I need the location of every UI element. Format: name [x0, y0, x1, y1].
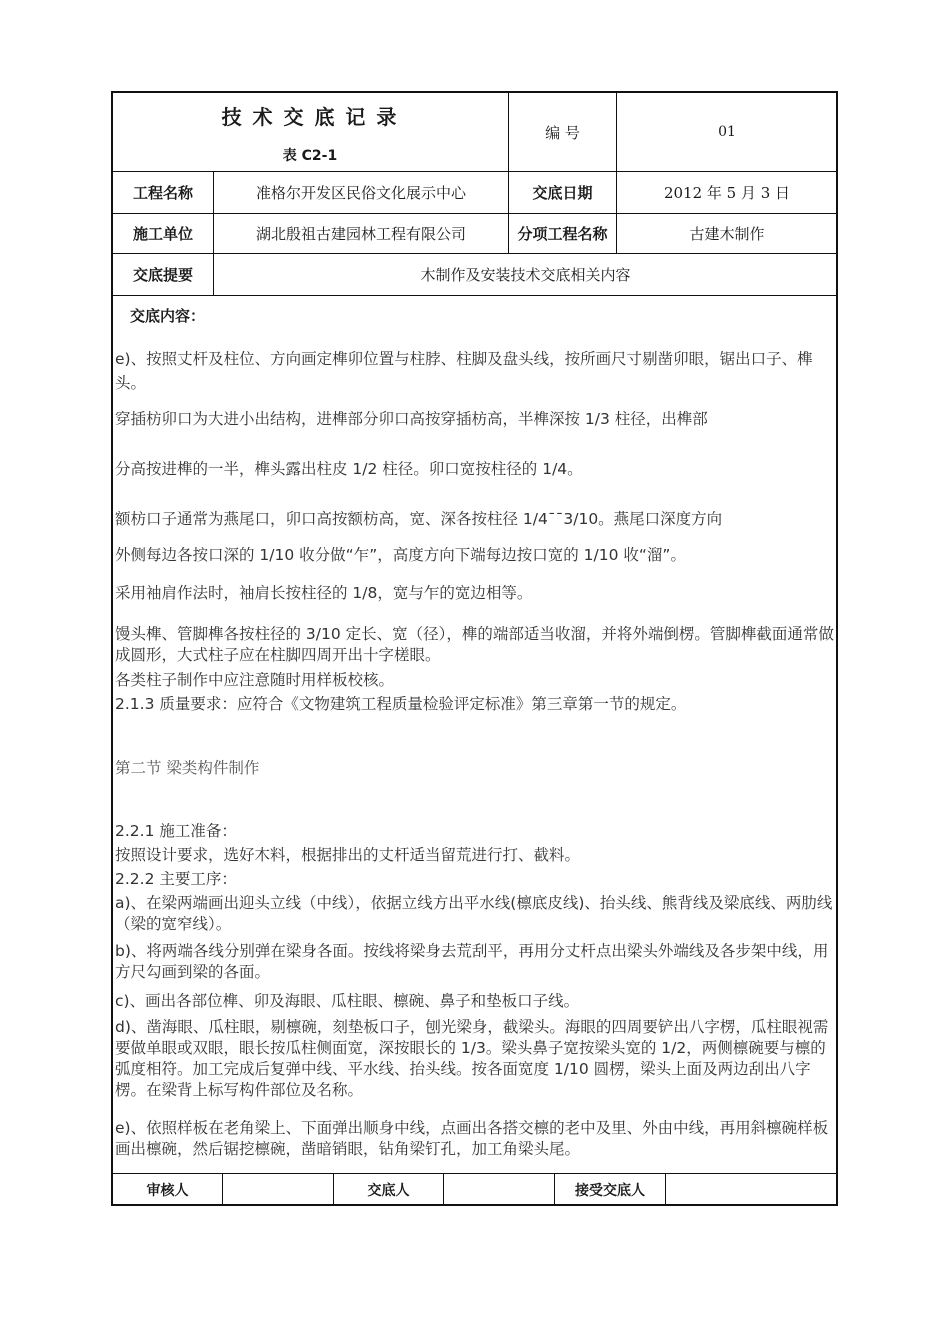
reviewer-label: 审核人 — [146, 1182, 189, 1199]
number-label: 编 号 — [545, 123, 580, 142]
project-name-value: 准格尔开发区民俗文化展示中心 — [255, 184, 466, 202]
paragraph: 按照设计要求，选好木料，根据排出的丈杆适当留荒进行打、截料。 — [115, 846, 581, 864]
contractor-value: 湖北殷祖古建园林工程有限公司 — [255, 225, 466, 243]
number-value: 01 — [718, 124, 736, 140]
paragraph: 分高按进榫的一半，榫头露出柱皮 1/2 柱径。卯口宽按柱径的 1/4。 — [115, 460, 583, 478]
subsection-heading: 2.2.2 主要工序： — [115, 870, 237, 888]
subitem-value: 古建木制作 — [689, 225, 765, 243]
paragraph: 采用袖肩作法时，袖肩长按柱径的 1/8，宽与乍的宽边相等。 — [115, 584, 533, 602]
paragraph: 额枋口子通常为燕尾口，卯口高按额枋高，宽、深各按柱径 1/4¯¯3/10。燕尾口深度方向 — [115, 510, 723, 528]
paragraph: c)、画出各部位榫、卯及海眼、瓜柱眼、檩碗、鼻子和垫板口子线。 — [115, 992, 580, 1010]
section-heading: 第二节 梁类构件制作 — [115, 759, 260, 777]
paragraph: b)、将两端各线分别弹在梁身各面。按线将梁身去荒刮平，再用分丈杆点出梁头外端线及各步架中线，用方尺勾画到梁的各面。 — [115, 942, 829, 981]
form-number: 表 C2-1 — [282, 148, 338, 164]
receiver-label: 接受交底人 — [575, 1182, 645, 1199]
subitem-label: 分项工程名称 — [517, 225, 608, 243]
paragraph: 穿插枋卯口为大进小出结构，进榫部分卯口高按穿插枋高，半榫深按 1/3 柱径，出榫部 — [115, 410, 708, 428]
paragraph: a)、在梁两端画出迎头立线（中线），依据立线方出平水线(檩底皮线)、抬头线、熊背线及梁底线、两肋线（梁的宽窄线）。 — [115, 894, 833, 933]
paragraph: 外侧每边各按口深的 1/10 收分做“乍”，高度方向下端每边按口宽的 1/10 收“溜”。 — [115, 546, 686, 564]
summary-value: 木制作及安装技术交底相关内容 — [420, 266, 631, 284]
page-title: 技 术 交 底 记 录 — [221, 105, 399, 129]
paragraph: d)、凿海眼、瓜柱眼，剔檩碗，刻垫板口子，刨光梁身，截梁头。海眼的四周要铲出八字楞，瓜柱眼视需要做单眼或双眼，眼长按瓜柱侧面宽，深按眼长的 1/3。梁头鼻子宽按梁头宽的 1/2，两侧檩碗要与檩的弧度相符。加工完成后复弹中线、平水线、抬头线。按各面宽度 1/10 圆楞，梁头上面及两边刮出八字楞。在梁背上标写构件部位及名称。 — [115, 1018, 829, 1099]
project-name-label: 工程名称 — [132, 184, 193, 202]
paragraph: e)、依照样板在老角梁上、下面弹出顺身中线，点画出各搭交檩的老中及里、外由中线，再用斜檩碗样板画出檩碗，然后锯挖檩碗，凿暗销眼，钻角梁钉孔，加工角梁头尾。 — [115, 1119, 829, 1158]
paragraph: e)、按照丈杆及柱位、方向画定榫卯位置与柱脖、柱脚及盘头线，按所画尺寸剔凿卯眼，锯出口子、榫头。 — [115, 350, 813, 392]
discloser-signature[interactable] — [444, 1174, 554, 1205]
contractor-label: 施工单位 — [132, 225, 193, 243]
content-label: 交底内容： — [130, 307, 206, 325]
reviewer-signature[interactable] — [223, 1174, 333, 1205]
paragraph: 2.1.3 质量要求：应符合《文物建筑工程质量检验评定标准》第三章第一节的规定。 — [115, 695, 687, 713]
date-label: 交底日期 — [532, 184, 593, 202]
discloser-label: 交底人 — [367, 1182, 410, 1199]
paragraph: 馒头榫、管脚榫各按柱径的 3/10 定长、宽（径），榫的端部适当收溜，并将外端倒楞。管脚榫截面通常做成圆形，大式柱子应在柱脚四周开出十字槎眼。 — [115, 625, 834, 664]
summary-label: 交底提要 — [132, 266, 193, 284]
receiver-signature[interactable] — [666, 1174, 836, 1205]
row-divider — [111, 295, 838, 296]
subsection-heading: 2.2.1 施工准备： — [115, 822, 237, 840]
date-value: 2012 年 5 月 3 日 — [663, 184, 791, 202]
paragraph: 各类柱子制作中应注意随时用样板校核。 — [115, 671, 395, 689]
